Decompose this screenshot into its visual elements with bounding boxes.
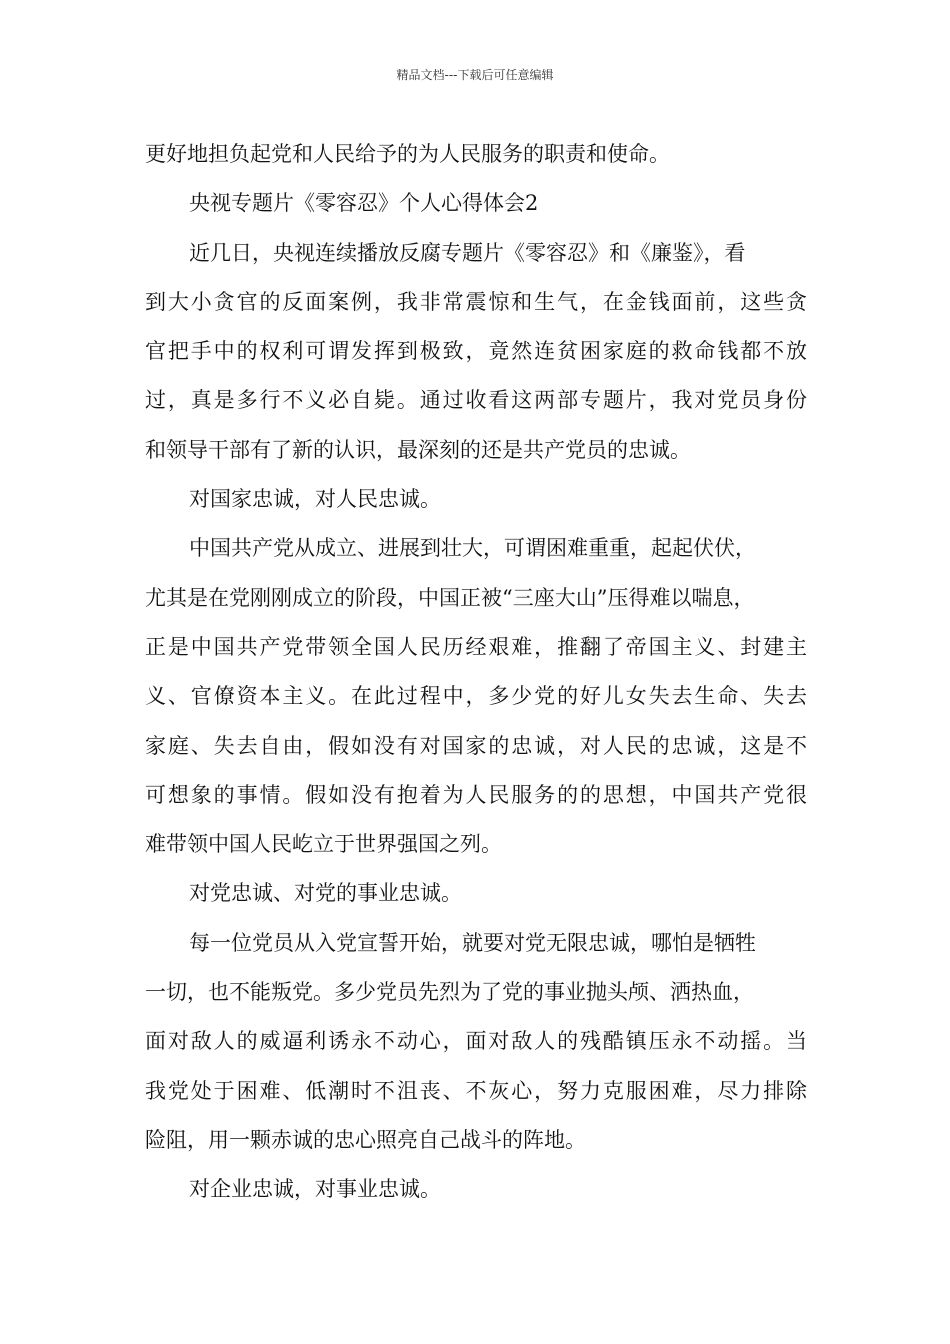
text-line: 险阻，用一颗赤诚的忠心照亮自己战斗的阵地。 <box>145 1127 586 1152</box>
text-line: 可想象的事情。假如没有抱着为人民服务的的思想，中国共产党很 <box>145 782 807 807</box>
section-heading: 央视专题片《零容忍》个人心得体会2 <box>189 191 539 216</box>
text-line: 义、官僚资本主义。在此过程中，多少党的好儿女失去生命、失去 <box>145 684 807 709</box>
text-line: 每一位党员从入党宣誓开始，就要对党无限忠诚，哪怕是牺牲 <box>189 930 756 955</box>
text-line: 尤其是在党刚刚成立的阶段，中国正被“三座大山”压得难以喘息， <box>145 585 755 610</box>
text-line: 家庭、失去自由，假如没有对国家的忠诚，对人民的忠诚，这是不 <box>145 733 807 758</box>
document-body <box>145 130 815 1215</box>
text-line: 官把手中的权利可谓发挥到极致，竟然连贫困家庭的救命钱都不放 <box>145 339 807 364</box>
text-line: 近几日，央视连续播放反腐专题片《零容忍》和《廉鉴》，看 <box>189 240 746 265</box>
text-line: 中国共产党从成立、进展到壮大，可谓困难重重，起起伏伏， <box>189 536 756 561</box>
subheading: 对企业忠诚，对事业忠诚。 <box>189 1177 441 1202</box>
text-line: 到大小贪官的反面案例，我非常震惊和生气，在金钱面前，这些贪 <box>145 289 807 314</box>
subheading: 对国家忠诚，对人民忠诚。 <box>189 487 441 512</box>
text-line: 难带领中国人民屹立于世界强国之列。 <box>145 832 502 857</box>
text-line: 一切，也不能叛党。多少党员先烈为了党的事业抛头颅、洒热血， <box>145 980 754 1005</box>
subheading: 对党忠诚、对党的事业忠诚。 <box>189 881 462 906</box>
text-line: 更好地担负起党和人民给予的为人民服务的职责和使命。 <box>145 142 670 166</box>
text-line: 和领导干部有了新的认识，最深刻的还是共产党员的忠诚。 <box>145 437 691 462</box>
text-line: 我党处于困难、低潮时不沮丧、不灰心，努力克服困难，尽力排除 <box>145 1078 807 1103</box>
text-line: 正是中国共产党带领全国人民历经艰难，推翻了帝国主义、封建主 <box>145 634 807 659</box>
text-line: 过，真是多行不义必自毙。通过收看这两部专题片，我对党员身份 <box>145 388 807 413</box>
page-header: 精品文档---下载后可任意编辑 <box>396 68 554 82</box>
text-line: 面对敌人的威逼利诱永不动心，面对敌人的残酷镇压永不动摇。当 <box>145 1029 807 1054</box>
